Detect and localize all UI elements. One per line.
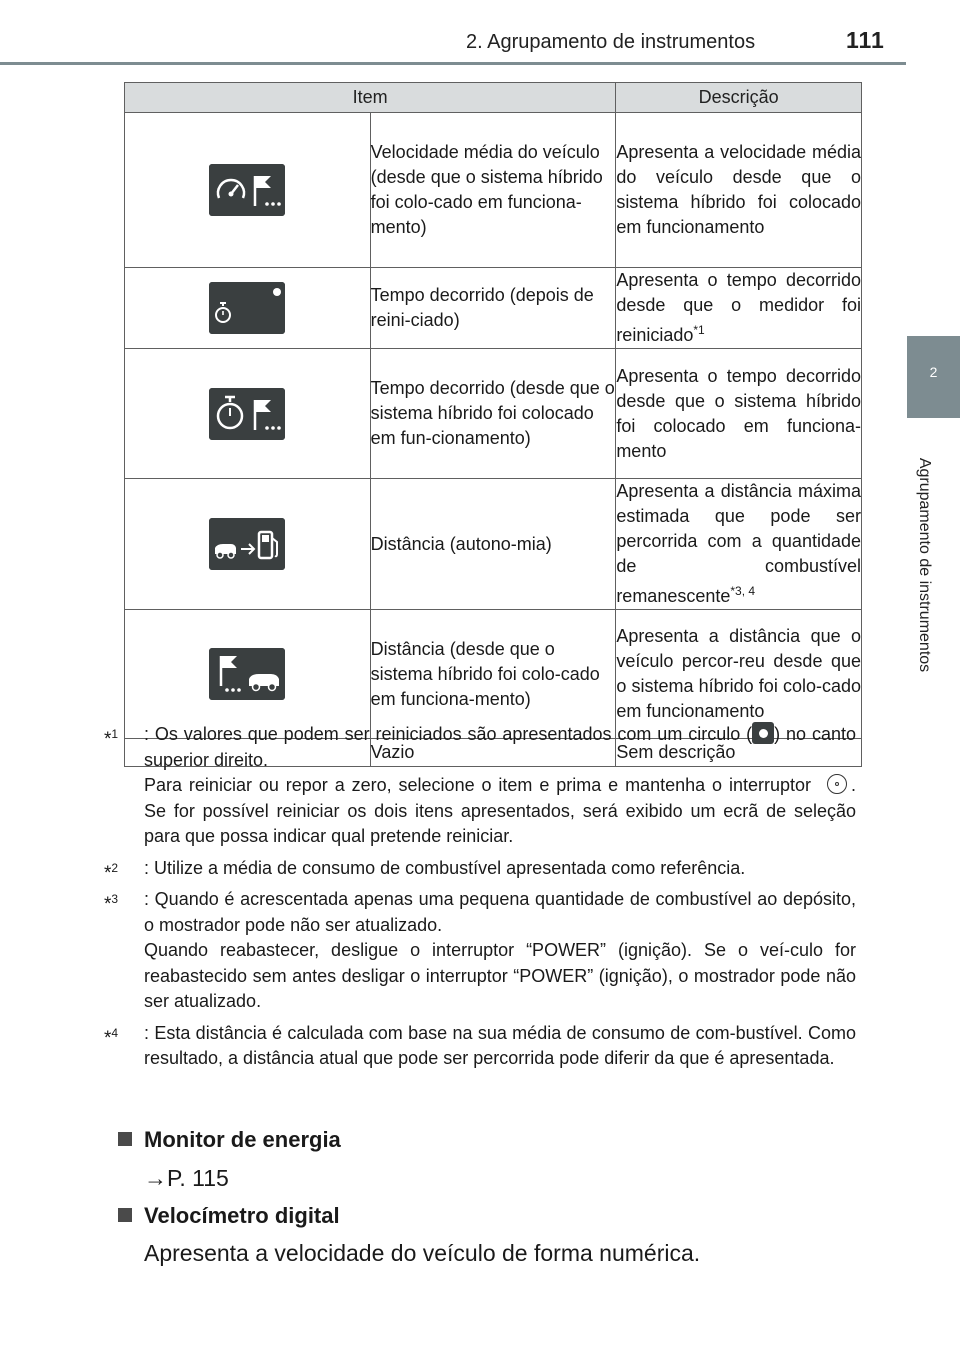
table-row — [125, 113, 862, 268]
table-row — [125, 268, 862, 349]
item-description — [616, 479, 862, 610]
header-title: 2. Agrupamento de instrumentos — [466, 31, 756, 53]
icon-cell — [125, 610, 371, 739]
item-description-text: Apresenta o tempo decorrido desde que o medidor foi reiniciado — [616, 270, 861, 345]
speedometer-flag-icon — [209, 164, 285, 216]
item-description: Apresenta a distância que o veículo percor-reu desde que o sistema híbrido foi colo-cado em funcionamento — [616, 610, 862, 739]
footnote-text: : Quando é acrescentada apenas uma pequena quantidade de combustível ao depósito, o mostrador pode não ser atualizado. — [144, 889, 856, 935]
icon-cell — [125, 113, 371, 268]
section-heading — [118, 1127, 341, 1153]
item-name: Vazio — [370, 739, 616, 767]
header-divider — [0, 62, 906, 65]
item-description: Apresenta a velocidade média do veículo desde que o sistema híbrido foi colocado em funcionamento — [616, 113, 862, 268]
footnote-text: ) no canto superior direito. — [144, 724, 856, 770]
stopwatch-dot-icon — [209, 282, 285, 334]
table-row — [125, 479, 862, 610]
footnote-text: : Utilize a média de consumo de combustível apresentada como referência. — [144, 857, 746, 878]
item-name: Tempo decorrido (depois de reini-ciado) — [370, 268, 616, 349]
footnote-mark: *$^2$ — [104, 860, 119, 884]
table-header-row — [125, 83, 862, 113]
table-row — [125, 610, 862, 739]
square-bullet-icon — [118, 1132, 132, 1146]
square-bullet-icon — [118, 1208, 132, 1222]
reset-dot-icon — [752, 722, 774, 744]
stopwatch-flag-icon — [209, 388, 285, 440]
item-description-text: Apresenta a distância máxima estimada que pode ser percorrida com a quantidade de combustível remanescente — [616, 481, 861, 606]
footnotes — [104, 722, 856, 1078]
section-heading — [118, 1203, 340, 1229]
footnote-ref: *3, 4 — [730, 584, 756, 598]
item-name: Distância (desde que o sistema híbrido foi colo-cado em funciona-mento) — [370, 610, 616, 739]
footnote-ref: *1 — [693, 323, 705, 337]
footnote-text: Quando reabastecer, desligue o interruptor “POWER” (ignição). Se o veí-culo for reabastecido sem antes desligar o interruptor “POWER” (ignição), o mostrador pode não ser atualizado. — [144, 940, 856, 1011]
section-title: Velocímetro digital — [144, 1203, 340, 1228]
icon-cell — [125, 479, 371, 610]
icon-cell — [125, 349, 371, 479]
item-description: Sem descrição — [616, 739, 862, 767]
footnote-text: : Esta distância é calculada com base na sua média de consumo de com-bustível. Como resultado, a distância atual que pode ser percorrida pode diferir da que é apresentada. — [144, 1022, 856, 1068]
table-row — [125, 349, 862, 479]
switch-knob-icon — [827, 774, 847, 794]
icon-cell — [125, 268, 371, 349]
chapter-tab: 2 — [907, 336, 960, 418]
page-number: 111 — [846, 27, 885, 53]
footnote-text: : Os valores que podem ser reiniciados são apresentados com um circulo ( — [144, 724, 753, 744]
section-title: Monitor de energia — [144, 1127, 341, 1152]
section-body: Apresenta a velocidade do veículo de forma numérica. — [144, 1240, 701, 1266]
item-name: Velocidade média do veículo (desde que o sistema híbrido foi colo-cado em funciona-mento) — [370, 113, 616, 268]
cross-reference: →P. 115 — [144, 1165, 229, 1191]
items-table — [124, 82, 862, 767]
chapter-side-label: Agrupamento de instrumentos — [916, 457, 933, 673]
item-description: Apresenta o tempo decorrido desde que o sistema híbrido foi colocado em funciona-mento — [616, 349, 862, 479]
column-header-description: Descrição — [616, 83, 862, 113]
footnote-mark: *$^4$ — [104, 1025, 119, 1049]
car-fuel-pump-icon — [209, 518, 285, 570]
footnote — [104, 722, 856, 850]
footnote-text: Para reiniciar ou repor a zero, selecione o item e prima e mantenha o interruptor — [144, 775, 811, 795]
column-header-item: Item — [125, 83, 616, 113]
footnote-text: . Se for possível reiniciar os dois itens apresentados, será exibido um ecrã de seleção para que possa indicar qual pretende reiniciar. — [144, 775, 856, 846]
footnote — [104, 1021, 856, 1072]
footnote — [104, 887, 856, 1015]
footnote — [104, 856, 856, 882]
item-name: Tempo decorrido (desde que o sistema híbrido foi colocado em fun-cionamento) — [370, 349, 616, 479]
item-name: Distância (autono-mia) — [370, 479, 616, 610]
footnote-mark: *$^1$ — [104, 727, 119, 750]
flag-car-icon — [209, 648, 285, 700]
footnote-mark: *$^3$ — [104, 892, 119, 915]
item-description — [616, 268, 862, 349]
